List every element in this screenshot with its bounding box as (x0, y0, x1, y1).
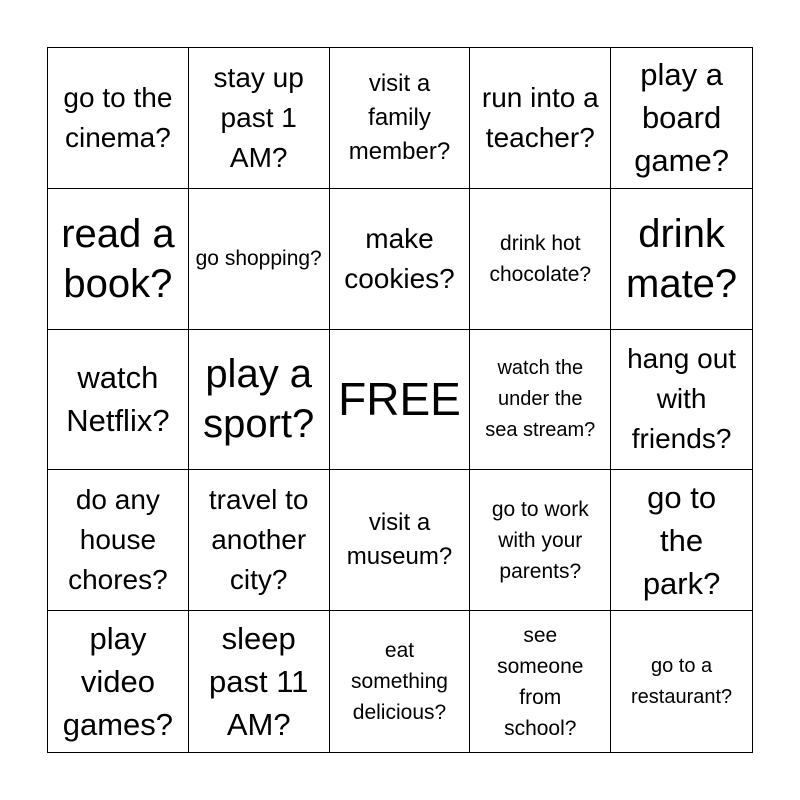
cell-text: run into a teacher? (481, 81, 599, 153)
bingo-cell[interactable] (330, 189, 471, 330)
bingo-cell[interactable] (330, 470, 471, 611)
bingo-cell[interactable] (189, 189, 330, 330)
bingo-cell[interactable] (48, 611, 189, 752)
bingo-cell[interactable] (470, 48, 611, 189)
cell-text: sleep past 11 AM? (209, 621, 309, 743)
bingo-cell[interactable] (189, 330, 330, 471)
cell-text: go to the cinema? (63, 81, 173, 153)
bingo-cell[interactable] (48, 470, 189, 611)
bingo-cell[interactable] (611, 189, 752, 330)
cell-text: go to work with your parents? (491, 497, 589, 583)
bingo-cell[interactable] (189, 48, 330, 189)
cell-text: eat something delicious? (351, 639, 448, 725)
bingo-cell[interactable] (470, 189, 611, 330)
cell-text: watch Netflix? (66, 360, 170, 439)
cell-text: play video games? (62, 621, 174, 743)
bingo-cell[interactable] (611, 470, 752, 611)
cell-text: go to a restaurant? (631, 654, 733, 708)
cell-text: see someone from school? (497, 623, 584, 740)
free-space-label: FREE (338, 373, 461, 426)
cell-text: read a book? (61, 211, 175, 306)
cell-text: visit a family member? (348, 69, 451, 165)
bingo-cell[interactable] (611, 611, 752, 752)
cell-text: stay up past 1 AM? (213, 61, 304, 173)
cell-text: make cookies? (344, 222, 455, 294)
bingo-cell[interactable] (330, 611, 471, 752)
cell-text: drink hot chocolate? (489, 231, 592, 286)
cell-text: play a board game? (634, 57, 729, 179)
cell-text: go to the park? (642, 479, 721, 601)
bingo-cell[interactable] (611, 48, 752, 189)
bingo-cell[interactable] (189, 611, 330, 752)
bingo-board (47, 47, 753, 753)
bingo-cell[interactable] (48, 48, 189, 189)
cell-text: visit a museum? (346, 509, 453, 571)
bingo-cell-free[interactable] (330, 330, 471, 471)
bingo-cell[interactable] (189, 470, 330, 611)
cell-text: do any house chores? (68, 484, 168, 596)
bingo-cell[interactable] (470, 470, 611, 611)
bingo-cell[interactable] (48, 189, 189, 330)
bingo-cell[interactable] (330, 48, 471, 189)
bingo-cell[interactable] (470, 611, 611, 752)
cell-text: drink mate? (626, 211, 738, 306)
bingo-cell[interactable] (611, 330, 752, 471)
bingo-cell[interactable] (470, 330, 611, 471)
cell-text: play a sport? (203, 352, 315, 447)
cell-text: go shopping? (195, 247, 322, 271)
bingo-cell[interactable] (48, 330, 189, 471)
cell-text: travel to another city? (208, 484, 309, 596)
cell-text: hang out with friends? (627, 343, 737, 455)
cell-text: watch the under the sea stream? (485, 356, 596, 441)
